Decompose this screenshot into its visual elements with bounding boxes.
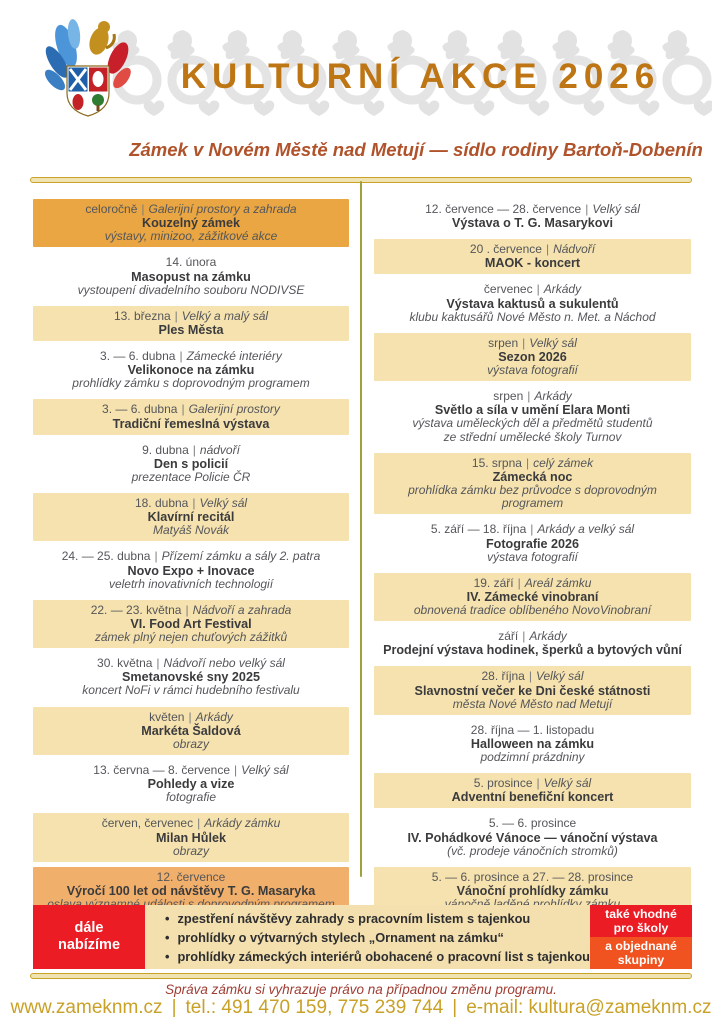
event-date: 15. srpna xyxy=(471,455,522,470)
event-row xyxy=(374,519,691,567)
footer-separator: | xyxy=(171,997,177,1018)
event-description: výstavy, minizoo, zážitkové akce xyxy=(104,229,278,244)
event-date-venue xyxy=(35,871,347,884)
event-venue: Galerijní prostory a zahrada xyxy=(148,202,297,216)
date-venue-separator: | xyxy=(528,669,532,684)
footer-contact xyxy=(0,997,722,1019)
page-subtitle: Zámek v Novém Městě nad Metují — sídlo rodiny Bartoň-Dobenín xyxy=(129,139,703,160)
event-date: 9. dubna xyxy=(142,442,189,457)
offers-side-boxes xyxy=(590,905,692,969)
event-date-venue xyxy=(376,203,689,216)
event-row xyxy=(33,399,349,434)
event-venue: Arkády xyxy=(529,629,567,644)
event-venue: Velký sál xyxy=(543,776,592,791)
column-divider-line xyxy=(360,181,362,877)
event-title: Milan Hůlek xyxy=(156,830,226,845)
event-row xyxy=(33,760,349,808)
offer-item-text: prohlídky o výtvarných stylech „Ornament na zámku“ xyxy=(177,929,504,945)
event-date-venue xyxy=(35,256,347,269)
date-venue-separator: | xyxy=(154,549,158,564)
event-description: výstava uměleckých děl a předmětů studentů xyxy=(412,416,653,431)
event-row xyxy=(33,546,349,594)
event-description: ze střední umělecké školy Turnov xyxy=(443,429,622,444)
event-description: koncert NoFi v rámci hudebního festivalu xyxy=(82,683,300,698)
event-title: IV. Zámecké vinobraní xyxy=(466,590,599,605)
event-title: Klavírní recitál xyxy=(147,510,235,525)
event-description: veletrh inovativních technologií xyxy=(108,576,274,591)
bullet-icon: • xyxy=(165,929,170,945)
event-description: Matyáš Novák xyxy=(152,523,230,538)
event-row xyxy=(33,306,349,341)
email-link[interactable]: e-mail: kultura@zameknm.cz xyxy=(466,997,712,1018)
event-date-venue xyxy=(35,604,347,617)
offers-band xyxy=(33,905,692,969)
event-date: 20 . července xyxy=(469,242,542,257)
event-venue: nádvoří xyxy=(199,442,240,457)
event-date: 5. prosince xyxy=(473,776,533,791)
event-date-venue xyxy=(376,283,689,296)
event-title: Výstava o T. G. Masarykovi xyxy=(451,216,613,231)
event-venue: Velký sál xyxy=(241,763,289,778)
bullet-icon: • xyxy=(165,948,170,964)
event-row xyxy=(374,333,691,381)
event-date: 30. května xyxy=(97,656,153,671)
event-venue: Velký sál xyxy=(592,202,640,216)
event-description: prezentace Policie ČR xyxy=(131,469,251,484)
date-venue-separator: | xyxy=(585,202,589,216)
date-venue-separator: | xyxy=(517,575,521,590)
events-column-left xyxy=(33,199,349,920)
event-description: fotografie xyxy=(165,790,217,805)
event-row xyxy=(374,239,691,274)
event-venue: Arkády zámku xyxy=(204,816,281,831)
event-date: 3. — 6. dubna xyxy=(102,402,178,417)
event-date-venue xyxy=(35,444,347,457)
event-title: IV. Pohádkové Vánoce — vánoční výstava xyxy=(407,830,658,845)
event-row xyxy=(33,653,349,701)
event-date: 5. — 6. prosince xyxy=(488,816,577,831)
event-description: prohlídka zámku bez průvodce s doprovodným programem xyxy=(408,483,657,511)
event-date-venue xyxy=(35,403,347,416)
event-title: Sezon 2026 xyxy=(498,350,567,365)
event-title: Novo Expo + Inovace xyxy=(127,563,255,578)
date-venue-separator: | xyxy=(522,629,526,644)
event-date: 5. září — 18. října xyxy=(430,522,527,537)
event-title: Prodejní výstava hodinek, šperků a bytových vůní xyxy=(383,643,682,658)
event-date-venue xyxy=(376,817,689,830)
event-date: 13. března xyxy=(113,308,171,323)
date-venue-separator: | xyxy=(536,776,540,791)
event-row xyxy=(33,707,349,755)
event-date: srpen xyxy=(493,389,524,404)
date-venue-separator: | xyxy=(527,389,531,404)
event-description: vystoupení divadelního souboru NODIVSE xyxy=(77,282,305,297)
event-description: klubu kaktusářů Nové Město n. Met. a Náchod xyxy=(409,309,656,324)
event-date-venue xyxy=(35,350,347,363)
event-date: 14. února xyxy=(165,255,217,270)
offer-item-text: prohlídky zámeckých interiérů obohacené o pracovní list s tajenkou xyxy=(177,948,590,964)
event-description: obrazy xyxy=(172,736,210,751)
event-date-venue xyxy=(376,577,689,590)
event-date-venue xyxy=(35,657,347,670)
event-title: Markéta Šaldová xyxy=(141,723,241,738)
offer-item-text: zpestření návštěvy zahrady s pracovním listem s tajenkou xyxy=(177,910,531,926)
event-date: červen, červenec xyxy=(101,816,194,831)
event-row xyxy=(33,493,349,541)
date-venue-separator: | xyxy=(192,442,196,457)
event-row xyxy=(33,346,349,394)
event-date-venue xyxy=(35,711,347,724)
event-description: podzimní prázdniny xyxy=(480,750,585,765)
offer-item xyxy=(165,928,590,947)
event-date-venue xyxy=(35,310,347,323)
event-row xyxy=(374,453,691,515)
date-venue-separator: | xyxy=(536,282,540,297)
event-title: Adventní benefiční koncert xyxy=(451,790,614,805)
coat-of-arms-icon xyxy=(42,14,134,128)
events-column-right xyxy=(374,199,691,920)
event-date-venue xyxy=(376,337,689,350)
event-date-venue xyxy=(376,871,689,884)
event-date-venue xyxy=(35,550,347,563)
event-venue: Velký sál xyxy=(535,669,584,684)
date-venue-separator: | xyxy=(141,202,145,216)
event-description: prohlídky zámku s doprovodným programem xyxy=(72,376,310,391)
event-date: 12. července xyxy=(156,869,226,884)
event-date: 3. — 6. dubna xyxy=(100,349,176,364)
event-date: září xyxy=(498,629,519,644)
event-row xyxy=(374,666,691,714)
event-title: Ples Města xyxy=(158,323,224,338)
event-date: 22. — 23. května xyxy=(90,602,182,617)
event-date-venue xyxy=(35,203,347,216)
event-date: květen xyxy=(149,709,185,724)
event-date-venue xyxy=(376,670,689,683)
event-date-venue xyxy=(376,523,689,536)
event-row xyxy=(374,199,691,234)
event-date: 19. září xyxy=(473,575,514,590)
event-description: výstava fotografií xyxy=(487,549,578,564)
date-venue-separator: | xyxy=(181,402,185,417)
bullet-icon: • xyxy=(165,910,170,926)
date-venue-separator: | xyxy=(188,709,192,724)
event-venue: Velký sál xyxy=(529,335,577,350)
event-title: Den s policií xyxy=(153,456,229,471)
event-date-venue xyxy=(376,777,689,790)
event-row xyxy=(33,600,349,648)
event-title: Halloween na zámku xyxy=(470,737,595,752)
event-date-venue xyxy=(376,630,689,643)
date-venue-separator: | xyxy=(522,335,526,350)
event-row xyxy=(374,279,691,327)
event-date: 5. — 6. prosince a 27. — 28. prosince xyxy=(431,869,634,884)
date-venue-separator: | xyxy=(525,455,530,470)
event-venue: Arkády xyxy=(195,709,233,724)
event-date: 24. — 25. dubna xyxy=(61,549,151,564)
event-venue: Galerijní prostory xyxy=(188,402,280,417)
event-row xyxy=(33,440,349,488)
event-title: Smetanovské sny 2025 xyxy=(122,670,260,685)
event-title: Fotografie 2026 xyxy=(485,536,580,551)
event-venue: Arkády xyxy=(543,282,582,297)
footer-separator: | xyxy=(452,997,458,1018)
event-description: zámek plný nejen chuťových zážitků xyxy=(94,630,288,645)
event-date: 18. dubna xyxy=(134,496,189,511)
event-title: Zámecká noc xyxy=(492,470,573,485)
event-date-venue xyxy=(376,457,689,470)
event-title: Kouzelný zámek xyxy=(142,216,240,231)
date-venue-separator: | xyxy=(530,522,534,537)
event-row xyxy=(33,199,349,247)
event-title: Pohledy a vize xyxy=(147,777,235,792)
event-date: celoročně xyxy=(85,202,138,216)
event-date-venue xyxy=(376,243,689,256)
event-row xyxy=(374,813,691,861)
event-title: VI. Food Art Festival xyxy=(130,617,252,632)
footer-note: Správa zámku si vyhrazuje právo na případnou změnu programu. xyxy=(165,982,557,997)
event-row xyxy=(374,626,691,661)
event-description: obrazy xyxy=(172,843,210,858)
event-title: Slavnostní večer ke Dni české státnosti xyxy=(414,683,651,698)
offers-label: dále nabízíme xyxy=(33,905,145,969)
date-venue-separator: | xyxy=(545,242,550,257)
date-venue-separator: | xyxy=(185,602,189,617)
event-date: červenec xyxy=(483,282,533,297)
date-venue-separator: | xyxy=(234,763,238,778)
event-row xyxy=(33,252,349,300)
event-venue: Velký a malý sál xyxy=(181,308,269,323)
event-title: Výročí 100 let od návštěvy T. G. Masaryka xyxy=(66,884,316,899)
event-date-venue xyxy=(35,497,347,510)
date-venue-separator: | xyxy=(179,349,183,364)
date-venue-separator: | xyxy=(156,656,160,671)
event-venue: celý zámek xyxy=(533,455,594,470)
event-date: 28. října xyxy=(481,669,525,684)
event-title: Vánoční prohlídky zámku xyxy=(456,884,609,899)
event-venue: Velký sál xyxy=(199,496,248,511)
event-date: srpen xyxy=(488,335,519,350)
event-description: obnovená tradice oblíbeného NovoVinobraní xyxy=(413,603,652,618)
date-venue-separator: | xyxy=(197,816,201,831)
event-row xyxy=(374,773,691,808)
event-description: (vč. prodeje vánočních stromků) xyxy=(447,843,618,858)
bottom-divider-line xyxy=(30,973,692,979)
event-venue: Přízemí zámku a sály 2. patra xyxy=(161,549,321,564)
event-venue: Zámecké interiéry xyxy=(186,349,282,364)
event-venue: Areál zámku xyxy=(524,575,592,590)
event-row xyxy=(374,573,691,621)
event-description: výstava fotografií xyxy=(487,363,578,378)
date-venue-separator: | xyxy=(174,308,178,323)
event-date-venue xyxy=(376,724,689,737)
event-venue: Nádvoří a zahrada xyxy=(192,602,292,617)
offer-item xyxy=(165,947,590,966)
event-date-venue xyxy=(35,817,347,830)
page-title: KULTURNÍ AKCE 2026 xyxy=(180,57,661,96)
event-date: 12. července — 28. července xyxy=(425,202,582,216)
event-venue: Arkády a velký sál xyxy=(537,522,635,537)
offers-list xyxy=(145,905,590,969)
event-title: Velikonoce na zámku xyxy=(127,363,255,378)
offers-side-bottom: a objednané skupiny xyxy=(590,937,692,969)
event-title: Masopust na zámku xyxy=(131,269,251,284)
event-venue: Nádvoří xyxy=(553,242,596,257)
event-date: 28. října — 1. listopadu xyxy=(470,722,595,737)
event-venue: Nádvoří nebo velký sál xyxy=(163,656,285,671)
event-title: Světlo a síla v umění Elara Monti xyxy=(434,403,631,418)
offer-item xyxy=(165,909,590,928)
event-row xyxy=(374,386,691,448)
event-title: MAOK - koncert xyxy=(484,256,581,271)
offers-side-top: také vhodné pro školy xyxy=(590,905,692,937)
phone-text: tel.: 491 470 159, 775 239 744 xyxy=(185,997,444,1018)
event-date-venue xyxy=(35,764,347,777)
event-description: města Nové Město nad Metují xyxy=(452,696,613,711)
event-row xyxy=(33,813,349,861)
event-title: Tradiční řemeslná výstava xyxy=(112,416,270,431)
event-venue: Arkády xyxy=(534,389,572,404)
event-date: 13. června — 8. července xyxy=(93,763,231,778)
event-row xyxy=(374,720,691,768)
event-date-venue xyxy=(376,390,689,403)
website-link[interactable]: www.zameknm.cz xyxy=(10,997,163,1018)
event-title: Výstava kaktusů a sukulentů xyxy=(446,296,619,311)
date-venue-separator: | xyxy=(192,496,196,511)
